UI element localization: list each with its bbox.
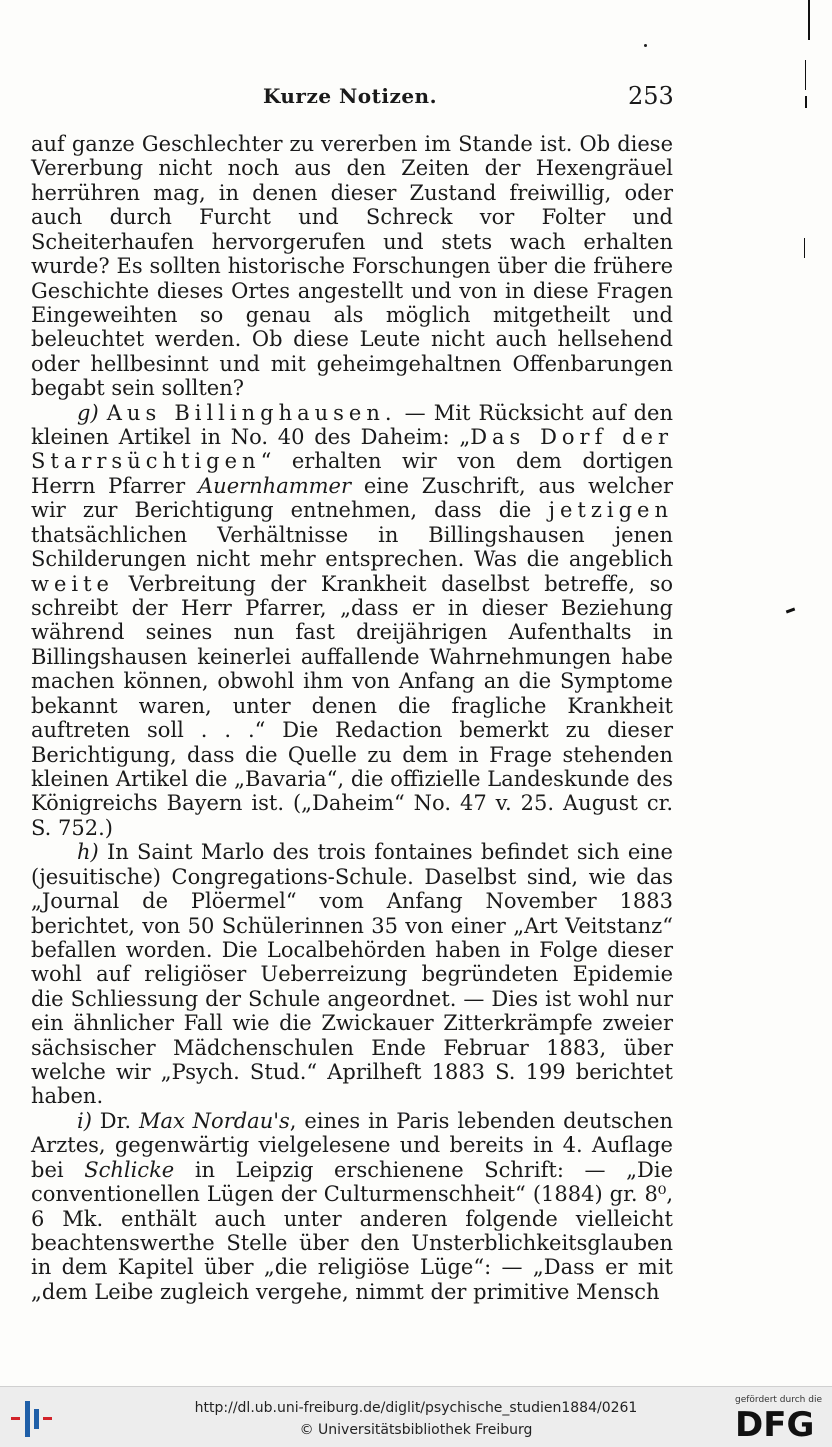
paragraph-g-text-5: Verbreitung der Krankheit daselbst betreffe, so schreibt der Herr Pfarrer, „dass er in dieser Beziehung während seines nun fast dreijährigen Aufenthalts in Billingshausen keinerlei auffallende Wahrnehmungen habe machen können, obwohl ihm von Anfang an die Symptome bekannt waren, unter denen die fragliche Krankheit auftreten soll . . .“ Die Redaction bemerkt zu dieser Berichtigung, dass die Quelle zu dem in Frage stehenden kleinen Artikel die „Bavaria“, die offizielle Landeskunde des Königreichs Bayern ist. („Daheim“ No. 47 v. 25. August cr. S. 752.) (31, 571, 673, 840)
paragraph-g-text-1: — Mit Rücksicht auf den kleinen Artikel in No. 40 des Daheim: „ (31, 400, 673, 450)
copyright-notice: © Universitätsbibliothek Freiburg (299, 1422, 533, 1438)
viewer-footer (0, 1386, 832, 1447)
scan-edge-mark (805, 96, 807, 108)
paragraph-continuation: auf ganze Geschlechter zu vererben im Stande ist. Ob diese Vererbung nicht noch aus den Zeiten der Hexengräuel herrühren mag, in denen dieser Zustand freiwillig, oder auch durch Furcht und Schreck vor Folter und Scheiterhaufen hervorgerufen und stets wach erhalten wurde? Es sollten historische Forschungen über die frühere Geschichte dieses Ortes angestellt und von in diese Fragen Eingeweihten so genau als möglich mitgetheilt und beleuchtet werden. Ob diese Leute nicht auch hellsehend oder hellbesinnt und mit geheimgehaltnen Offenbarungen begabt sein sollten? (31, 132, 673, 401)
paragraph-i-text-3: in Leipzig erschienene Schrift: — „Die conventionellen Lügen der Culturmenschheit“ (1884) gr. 8⁰, 6 Mk. enthält auch unter anderen folgende vielleicht beachtenswerthe Stelle über den Unsterblichkeitsglauben in dem Kapitel über „die religiöse Lüge“: — „Dass er mit „dem Leibe zugleich vergehe, nimmt der primitive Mensch (31, 1157, 674, 1304)
page-number: 253 (628, 82, 674, 110)
scan-edge-mark (805, 60, 806, 90)
paragraph-g-text-4: thatsächlichen Verhältnisse in Billingshausen jenen Schilderungen nicht mehr entsprechen. Was die angeblich (31, 522, 673, 572)
article-title-daheim: Das Dorf der Starrsüchtigen (31, 425, 673, 474)
funding-note: gefördert durch die (735, 1395, 822, 1405)
paragraph-h-text: In Saint Marlo des trois fontaines befindet sich eine (jesuitische) Congregations-Schule. Daselbst sind, wie das „Journal de Plöermel“ vom Anfang November 1883 berichtet, von 50 Schülerinnen 35 von einer „Art Veitstanz“ befallen worden. Die Localbehörden haben in Folge dieser wohl auf religiöser Ueberreizung begründeten Epidemie die Schliessung der Schule angeordnet. — Dies ist wohl nur ein ähnlicher Fall wie die Zwickauer Zitterkrämpfe zweier sächsischer Mädchenschulen Ende Februar 1883, über welche wir „Psych. Stud.“ Aprilheft 1883 S. 199 berichtet haben. (31, 840, 673, 1109)
paragraph-h (31, 840, 673, 1109)
dfg-logo-text: DFG (735, 1405, 815, 1439)
dfg-logo-icon (735, 1405, 825, 1439)
permalink-url[interactable]: http://dl.ub.uni-freiburg.de/diglit/psychische_studien1884/0261 (194, 1400, 638, 1416)
page-body (31, 132, 673, 1304)
paragraph-g-text-3: eine Zuschrift, aus welcher wir zur Berichtigung entnehmen, dass die (31, 473, 673, 523)
paragraph-g (31, 401, 673, 841)
item-label-h: h) (77, 840, 99, 865)
item-title-billinghausen: Aus Billinghausen. (106, 400, 397, 425)
publisher-name: Schlicke (84, 1157, 175, 1182)
author-name: Max Nordau's (138, 1108, 290, 1133)
emphasis-weite: weite (31, 571, 114, 596)
scan-edge-mark (804, 238, 805, 258)
emphasis-jetzigen: jetzigen (548, 498, 673, 523)
item-label-i: i) (77, 1108, 92, 1133)
scan-speck (786, 608, 795, 614)
paragraph-i (31, 1109, 673, 1304)
item-label-g: g) (77, 400, 99, 425)
person-name-pfarrer: Auernhammer (198, 473, 352, 498)
running-header: Kurze Notizen. (262, 84, 438, 108)
scan-edge-mark (808, 0, 810, 40)
paragraph-i-text-2: , eines in Paris lebenden deutschen Arztes, gegenwärtig vielgelesene und bereits in 4. Auflage bei (31, 1108, 673, 1182)
paragraph-i-text-1: Dr. (91, 1108, 139, 1133)
paragraph-g-text-2: “ erhalten wir von dem dortigen Herrn Pfarrer (31, 449, 673, 498)
scan-speck (644, 44, 647, 47)
